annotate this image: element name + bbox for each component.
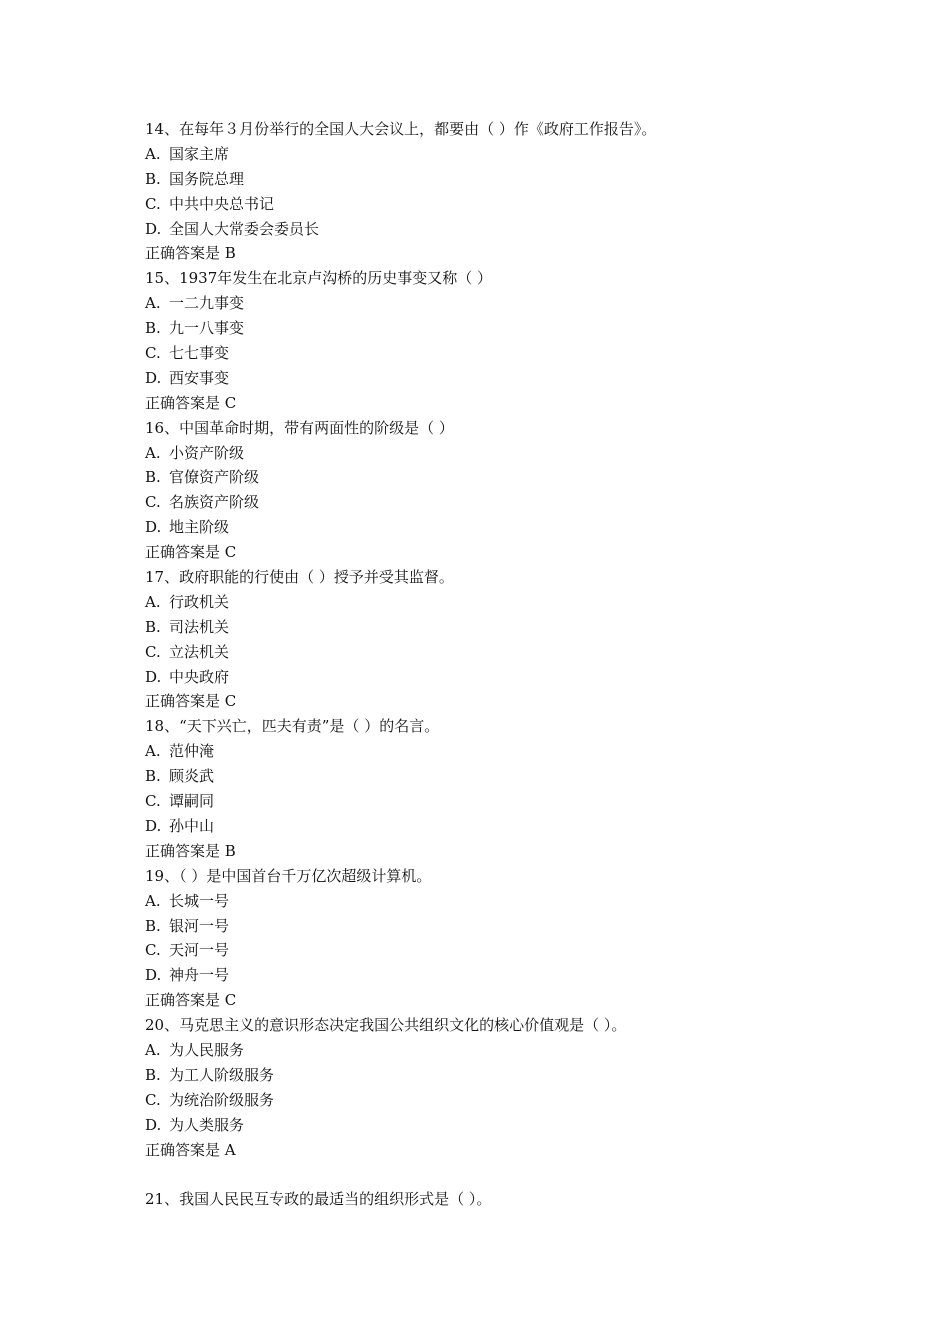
option-text: 国务院总理: [169, 169, 245, 188]
option-letter: A.: [145, 742, 161, 761]
option-a: [145, 1038, 905, 1063]
option-letter: C.: [145, 493, 161, 512]
question-stem: 20、马克思主义的意识形态决定我国公共组织文化的核心价值观是（ ）。: [145, 1016, 627, 1035]
option-c: [145, 1088, 905, 1113]
option-letter: C.: [145, 1090, 161, 1109]
option-text: 银河一号: [169, 916, 230, 935]
option-text: 地主阶级: [169, 518, 230, 537]
question-stem: 15、1937年发生在北京卢沟桥的历史事变又称（ ）: [145, 269, 493, 288]
option-text: 顾炎武: [169, 767, 215, 786]
question-block: [145, 1187, 905, 1212]
option-c: [145, 490, 905, 515]
option-text: 神舟一号: [169, 966, 230, 985]
correct-answer: 正确答案是 C: [145, 692, 237, 711]
option-c: [145, 640, 905, 665]
option-c: [145, 938, 905, 963]
option-a: [145, 441, 905, 466]
option-letter: D.: [145, 518, 162, 537]
option-b: [145, 316, 905, 341]
correct-answer: 正确答案是 C: [145, 991, 237, 1010]
question-stem: 19、（ ）是中国首台千万亿次超级计算机。: [145, 866, 432, 885]
option-text: 西安事变: [169, 368, 230, 387]
option-d: [145, 366, 905, 391]
option-letter: B.: [145, 169, 161, 188]
option-letter: A.: [145, 294, 161, 313]
option-letter: B.: [145, 468, 161, 487]
option-a: [145, 142, 905, 167]
option-text: 官僚资产阶级: [169, 468, 260, 487]
option-d: [145, 515, 905, 540]
option-text: 国家主席: [169, 144, 230, 163]
option-text: 中共中央总书记: [169, 194, 275, 213]
option-text: 为统治阶级服务: [169, 1090, 275, 1109]
option-b: [145, 615, 905, 640]
option-c: [145, 789, 905, 814]
option-text: 名族资产阶级: [169, 493, 260, 512]
option-text: 孙中山: [169, 816, 215, 835]
option-b: [145, 167, 905, 192]
question-stem: 14、在每年３月份举行的全国人大会议上，都要由（ ）作《政府工作报告》。: [145, 120, 657, 138]
question-stem: 21、我国人民民互专政的最适当的组织形式是（ ）。: [145, 1190, 492, 1209]
question-block: [145, 714, 905, 863]
option-letter: B.: [145, 1065, 161, 1084]
option-text: 九一八事变: [169, 319, 245, 338]
option-letter: D.: [145, 219, 162, 238]
option-text: 司法机关: [169, 617, 230, 636]
option-letter: A.: [145, 1040, 161, 1059]
option-letter: C.: [145, 792, 161, 811]
option-letter: C.: [145, 642, 161, 661]
option-text: 一二九事变: [169, 294, 245, 313]
option-b: [145, 914, 905, 939]
option-letter: B.: [145, 916, 161, 935]
document-body: [145, 117, 905, 1212]
option-d: [145, 665, 905, 690]
option-text: 七七事变: [169, 344, 230, 363]
correct-answer: 正确答案是 B: [145, 841, 236, 860]
question-stem: 16、中国革命时期，带有两面性的阶级是（ ）: [145, 418, 454, 437]
option-a: [145, 889, 905, 914]
question-block: [145, 266, 905, 415]
option-a: [145, 291, 905, 316]
option-text: 全国人大常委会委员长: [169, 219, 320, 238]
option-a: [145, 739, 905, 764]
option-b: [145, 1063, 905, 1088]
option-d: [145, 963, 905, 988]
option-letter: A.: [145, 592, 161, 611]
option-text: 小资产阶级: [169, 443, 245, 462]
option-letter: D.: [145, 1115, 162, 1134]
option-d: [145, 814, 905, 839]
option-letter: D.: [145, 368, 162, 387]
option-a: [145, 590, 905, 615]
option-letter: D.: [145, 667, 162, 686]
option-letter: C.: [145, 344, 161, 363]
question-block: [145, 1013, 905, 1162]
option-text: 范仲淹: [169, 742, 215, 761]
option-letter: B.: [145, 617, 161, 636]
question-block: [145, 565, 905, 714]
option-text: 中央政府: [169, 667, 230, 686]
option-text: 为人类服务: [169, 1115, 245, 1134]
option-letter: D.: [145, 816, 162, 835]
option-letter: B.: [145, 767, 161, 786]
option-b: [145, 764, 905, 789]
correct-answer: 正确答案是 C: [145, 393, 237, 412]
question-stem: 17、政府职能的行使由（ ）授予并受其监督。: [145, 568, 454, 587]
option-letter: B.: [145, 319, 161, 338]
option-d: [145, 217, 905, 242]
option-text: 立法机关: [169, 642, 230, 661]
correct-answer: 正确答案是 C: [145, 543, 237, 562]
option-letter: C.: [145, 194, 161, 213]
option-text: 为工人阶级服务: [169, 1065, 275, 1084]
option-letter: A.: [145, 891, 161, 910]
option-text: 长城一号: [169, 891, 230, 910]
option-letter: D.: [145, 966, 162, 985]
question-stem: 18、“天下兴亡，匹夫有责”是（ ）的名言。: [145, 717, 440, 736]
blank-spacer: [145, 1162, 905, 1187]
option-d: [145, 1113, 905, 1138]
question-block: [145, 416, 905, 565]
option-text: 天河一号: [169, 941, 230, 960]
correct-answer: 正确答案是 B: [145, 244, 236, 263]
option-b: [145, 465, 905, 490]
option-text: 行政机关: [169, 592, 230, 611]
option-c: [145, 341, 905, 366]
question-block: [145, 117, 905, 266]
option-letter: C.: [145, 941, 161, 960]
option-text: 为人民服务: [169, 1040, 245, 1059]
option-c: [145, 192, 905, 217]
option-letter: A.: [145, 144, 161, 163]
option-letter: A.: [145, 443, 161, 462]
option-text: 谭嗣同: [169, 792, 215, 811]
correct-answer: 正确答案是 A: [145, 1140, 236, 1159]
question-block: [145, 864, 905, 1013]
